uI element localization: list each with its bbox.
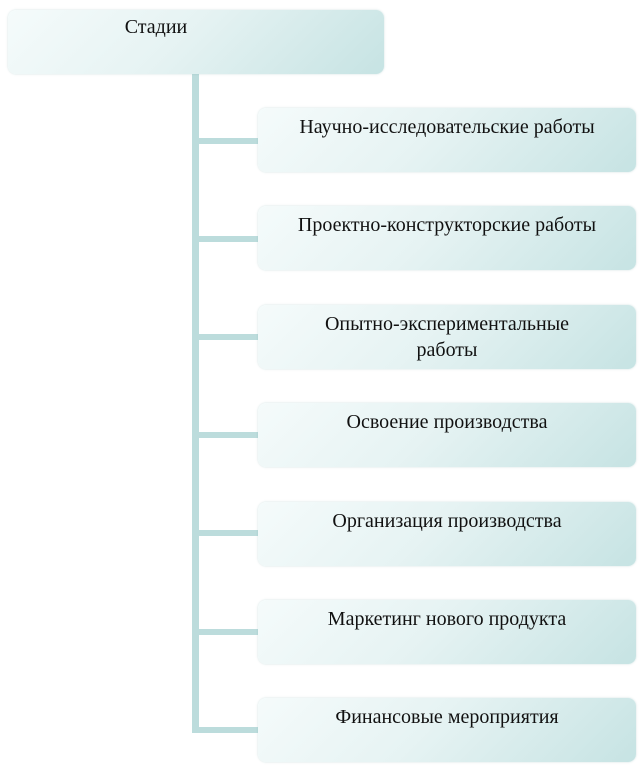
connector-branch [192, 530, 260, 536]
stage-node [258, 108, 636, 172]
connector-branch [192, 629, 260, 635]
stage-label: Опытно-экспериментальные работы [324, 313, 570, 361]
stage-label: Организация производства [332, 510, 562, 532]
connector-branch [192, 727, 260, 733]
stage-label: Научно-исследовательские работы [299, 116, 595, 138]
connector-branch [192, 334, 260, 340]
stage-node [258, 206, 636, 270]
stage-label: Проектно-конструкторские работы [297, 214, 597, 236]
connector-branch [192, 138, 260, 144]
stage-label: Освоение производства [346, 411, 548, 433]
stage-node [258, 403, 636, 467]
connector-branch [192, 432, 260, 438]
connector-branch [192, 236, 260, 242]
stage-node [258, 502, 636, 566]
stage-label: Финансовые мероприятия [335, 706, 559, 728]
stage-node [258, 305, 636, 369]
stage-node [258, 698, 636, 762]
stage-label: Маркетинг нового продукта [327, 608, 567, 630]
root-label: Стадии [124, 16, 188, 38]
stage-node [258, 600, 636, 664]
root-node [8, 10, 384, 74]
